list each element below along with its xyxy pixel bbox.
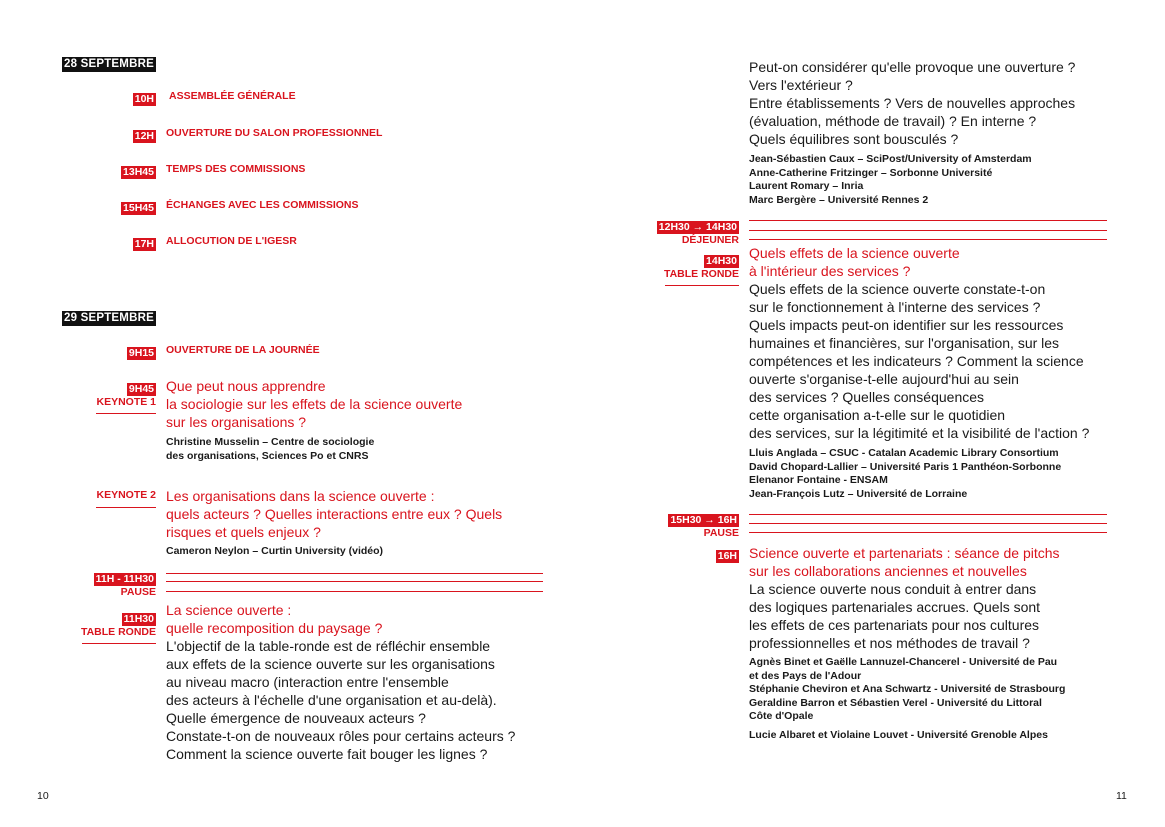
divider-line [749, 230, 1107, 231]
speaker-line: Elenanor Fontaine - ENSAM [749, 474, 888, 486]
divider-line [166, 581, 543, 582]
session-title [749, 244, 960, 280]
time-badge: 10H [134, 93, 154, 105]
body-line: Quels effets de la science ouverte constate-t-on [749, 281, 1046, 297]
session-type-label: TABLE RONDE [663, 268, 739, 280]
body-line: Comment la science ouverte fait bouger les lignes ? [166, 746, 488, 762]
session-title [166, 377, 462, 431]
divider-line [166, 591, 543, 592]
speaker-line: Christine Musselin – Centre de sociologie [166, 436, 375, 448]
session-underline [82, 643, 156, 644]
session-type-label: KEYNOTE 2 [96, 489, 156, 501]
body-line: La science ouverte nous conduit à entrer dans [749, 581, 1037, 597]
title-line: sur les organisations ? [166, 414, 307, 430]
speaker-line: Agnès Binet et Gaëlle Lannuzel-Chancerel - Université de Pau [749, 656, 1058, 668]
time-badge: 13H45 [123, 166, 154, 178]
body-line: Quels impacts peut-on identifier sur les ressources [749, 317, 1064, 333]
body-line: Peut-on considérer qu'elle provoque une ouverture ? [749, 59, 1076, 75]
speaker-line: Jean-Sébastien Caux – SciPost/University of Amsterdam [749, 153, 1032, 165]
speaker-line: Stéphanie Cheviron et Ana Schwartz - Université de Strasbourg [749, 683, 1066, 695]
body-line: des services, sur la légitimité et la visibilité de l'action ? [749, 425, 1090, 441]
break-label: PAUSE [120, 586, 156, 598]
body-line: ouverte s'organise-t-elle aujourd'hui au sein [749, 371, 1019, 387]
speaker-list [749, 447, 1061, 501]
time-badge-wrap [620, 546, 739, 564]
time-badge-wrap [80, 379, 156, 397]
body-line: Quels équilibres sont bousculés ? [749, 131, 959, 147]
date-heading-29-september: 29 SEPTEMBRE [64, 312, 154, 324]
speaker-line: David Chopard-Lallier – Université Paris 1 Panthéon-Sorbonne [749, 460, 1062, 473]
page-number-left: 10 [37, 790, 49, 802]
time-badge-wrap [620, 251, 739, 269]
time-badge: 17H [134, 238, 154, 250]
session-type-label: KEYNOTE 1 [96, 396, 156, 408]
time-badge-wrap [620, 217, 739, 235]
body-line: aux effets de la science ouverte sur les organisations [166, 656, 495, 672]
session-description [749, 280, 1089, 442]
time-badge-wrap [80, 569, 156, 587]
body-line: humaines et financières, sur l'organisation, sur les [749, 335, 1060, 351]
time-badge-wrap [80, 234, 156, 252]
time-badge-wrap [80, 609, 156, 627]
session-title [749, 544, 1060, 580]
time-badge-wrap [80, 343, 156, 361]
body-line: des logiques partenariales accrues. Quels sont [749, 599, 1041, 615]
title-line: quels acteurs ? Quelles interactions entre eux ? Quels [166, 506, 503, 522]
agenda-item-label: ÉCHANGES AVEC LES COMMISSIONS [166, 199, 359, 211]
body-line: cette organisation a-t-elle sur le quotidien [749, 407, 1006, 423]
divider-line [749, 514, 1107, 515]
speaker-line: Cameron Neylon – Curtin University (vidéo) [166, 545, 384, 557]
speaker-line: Geraldine Barron et Sébastien Verel - Université du Littoral [749, 696, 1042, 709]
title-line: quelle recomposition du paysage ? [166, 620, 383, 636]
session-title [166, 601, 382, 637]
session-underline [96, 507, 156, 508]
title-line: Que peut nous apprendre [166, 378, 326, 394]
speaker-line-last: Lucie Albaret et Violaine Louvet - Université Grenoble Alpes [749, 729, 1048, 741]
time-badge: 15H30 → 16H [670, 514, 737, 526]
body-line: Entre établissements ? Vers de nouvelles approches [749, 95, 1076, 111]
time-badge-wrap [80, 89, 156, 107]
body-line: Constate-t-on de nouveaux rôles pour certains acteurs ? [166, 728, 516, 744]
body-line: des acteurs à l'échelle d'une organisation et au-delà). [166, 692, 497, 708]
speaker-line: Laurent Romary – Inria [749, 180, 864, 192]
session-description [166, 637, 515, 763]
agenda-item-label: OUVERTURE DE LA JOURNÉE [166, 344, 320, 356]
session-description [749, 580, 1040, 652]
body-line: Quelle émergence de nouveaux acteurs ? [166, 710, 426, 726]
break-label: DÉJEUNER [681, 234, 739, 246]
speaker-line: Jean-François Lutz – Université de Lorraine [749, 487, 968, 500]
speaker-list [166, 436, 374, 463]
time-badge-wrap [80, 198, 156, 216]
session-type-label: TABLE RONDE [80, 626, 156, 638]
time-badge: 12H30 → 14H30 [658, 221, 737, 233]
time-badge: 9H15 [128, 347, 154, 359]
page-number-right: 11 [1116, 790, 1127, 802]
title-line: la sociologie sur les effets de la science ouverte [166, 396, 463, 412]
body-line: compétences et les indicateurs ? Comment la science [749, 353, 1084, 369]
time-badge-wrap [80, 162, 156, 180]
time-badge: 16H [717, 550, 737, 562]
body-line: des services ? Quelles conséquences [749, 389, 985, 405]
speaker-line: et des Pays de l'Adour [749, 669, 862, 682]
divider-line [749, 239, 1107, 240]
body-line: au niveau macro (interaction entre l'ensemble [166, 674, 449, 690]
divider-line [166, 573, 543, 574]
speaker-line: Côte d'Opale [749, 710, 814, 722]
session-description-continued [749, 58, 1075, 148]
speaker-line: Lluis Anglada – CSUC - Catalan Academic Library Consortium [749, 447, 1059, 459]
divider-line [749, 220, 1107, 221]
speaker-list [749, 656, 1065, 724]
speaker-line: Anne-Catherine Fritzinger – Sorbonne Université [749, 166, 993, 179]
time-badge: 11H30 [123, 613, 154, 625]
agenda-item-label: ASSEMBLÉE GÉNÉRALE [169, 90, 296, 102]
date-heading-28-september: 28 SEPTEMBRE [64, 58, 154, 70]
divider-line [749, 532, 1107, 533]
agenda-item-label: ALLOCUTION DE L'IGESR [166, 235, 297, 247]
body-line: Vers l'extérieur ? [749, 77, 853, 93]
title-line: à l'intérieur des services ? [749, 263, 911, 279]
speaker-line: des organisations, Sciences Po et CNRS [166, 449, 369, 462]
time-badge-wrap [80, 126, 156, 144]
time-badge: 12H [134, 130, 154, 142]
session-underline [96, 413, 156, 414]
speaker-list [166, 545, 383, 559]
title-line: Science ouverte et partenariats : séance de pitchs [749, 545, 1060, 561]
break-label: PAUSE [703, 527, 739, 539]
time-badge-wrap [620, 510, 739, 528]
speaker-line: Marc Bergère – Université Rennes 2 [749, 193, 929, 206]
title-line: risques et quels enjeux ? [166, 524, 321, 540]
body-line: (évaluation, méthode de travail) ? En interne ? [749, 113, 1037, 129]
title-line: La science ouverte : [166, 602, 292, 618]
time-badge: 15H45 [123, 202, 154, 214]
body-line: professionnelles et nos méthodes de travail ? [749, 635, 1030, 651]
title-line: sur les collaborations anciennes et nouvelles [749, 563, 1027, 579]
time-badge: 11H - 11H30 [95, 573, 154, 585]
time-badge: 14H30 [706, 255, 737, 267]
title-line: Quels effets de la science ouverte [749, 245, 960, 261]
session-underline [665, 285, 739, 286]
time-badge: 9H45 [128, 383, 154, 395]
speaker-list [749, 153, 1032, 207]
divider-line [749, 523, 1107, 524]
agenda-item-label: TEMPS DES COMMISSIONS [166, 163, 306, 175]
title-line: Les organisations dans la science ouverte : [166, 488, 435, 504]
agenda-item-label: OUVERTURE DU SALON PROFESSIONNEL [166, 127, 383, 139]
body-line: sur le fonctionnement à l'interne des services ? [749, 299, 1041, 315]
body-line: L'objectif de la table-ronde est de réfléchir ensemble [166, 638, 491, 654]
body-line: les effets de ces partenariats pour nos cultures [749, 617, 1040, 633]
session-title [166, 487, 502, 541]
